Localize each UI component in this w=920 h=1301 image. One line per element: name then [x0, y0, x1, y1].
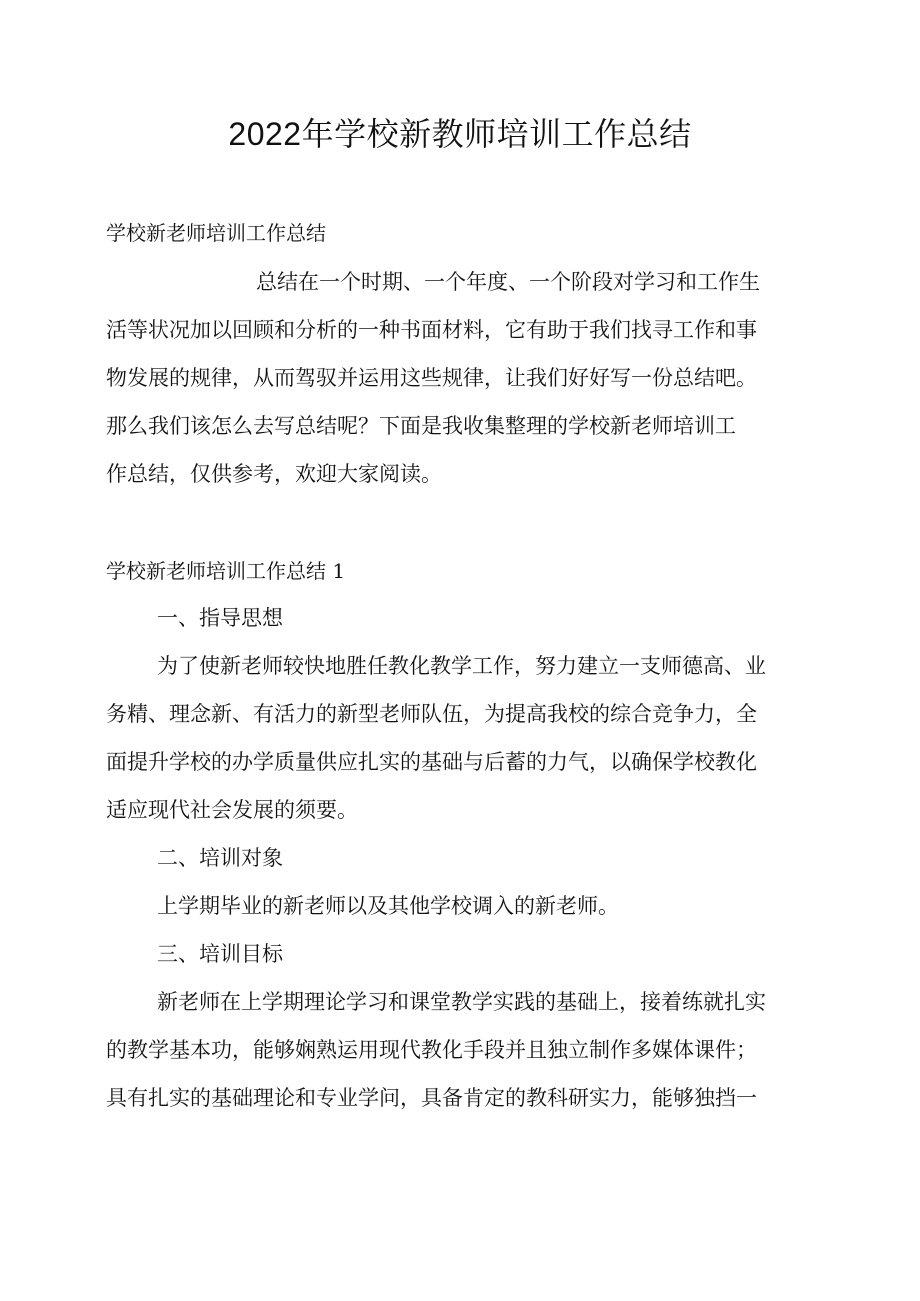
para-1-line-3: 面提升学校的办学质量供应扎实的基础与后蓄的力气，以确保学校教化: [106, 750, 757, 774]
para-2-line-1: 上学期毕业的新老师以及其他学校调入的新老师。: [157, 894, 619, 918]
intro-line-3: 物发展的规律，从而驾驭并运用这些规律，让我们好好写一份总结吧。: [106, 366, 757, 390]
heading-training-goals: 三、培训目标: [157, 942, 283, 966]
para-3-line-3: 具有扎实的基础理论和专业学问，具备肯定的教科研实力，能够独挡一: [106, 1086, 757, 1110]
heading-training-target: 二、培训对象: [157, 846, 283, 870]
para-3-line-2: 的教学基本功，能够娴熟运用现代教化手段并且独立制作多媒体课件；: [106, 1038, 757, 1062]
intro-line-4: 那么我们该怎么去写总结呢？下面是我收集整理的学校新老师培训工: [106, 414, 736, 438]
document-title: 2022年学校新教师培训工作总结: [228, 116, 692, 152]
para-1-line-2: 务精、理念新、有活力的新型老师队伍，为提高我校的综合竞争力，全: [106, 702, 757, 726]
para-3-line-1: 新老师在上学期理论学习和课堂教学实践的基础上，接着练就扎实: [157, 990, 766, 1014]
document-subtitle: 学校新老师培训工作总结: [106, 221, 326, 245]
intro-line-5: 作总结，仅供参考，欢迎大家阅读。: [106, 462, 442, 486]
intro-line-1: 总结在一个时期、一个年度、一个阶段对学习和工作生: [256, 270, 760, 294]
intro-line-2: 活等状况加以回顾和分析的一种书面材料，它有助于我们找寻工作和事: [106, 318, 757, 342]
heading-guiding-ideology: 一、指导思想: [157, 606, 283, 630]
para-1-line-4: 适应现代社会发展的须要。: [106, 798, 358, 822]
para-1-line-1: 为了使新老师较快地胜任教化教学工作，努力建立一支师德高、业: [157, 654, 766, 678]
section-title: 学校新老师培训工作总结 1: [106, 559, 346, 583]
